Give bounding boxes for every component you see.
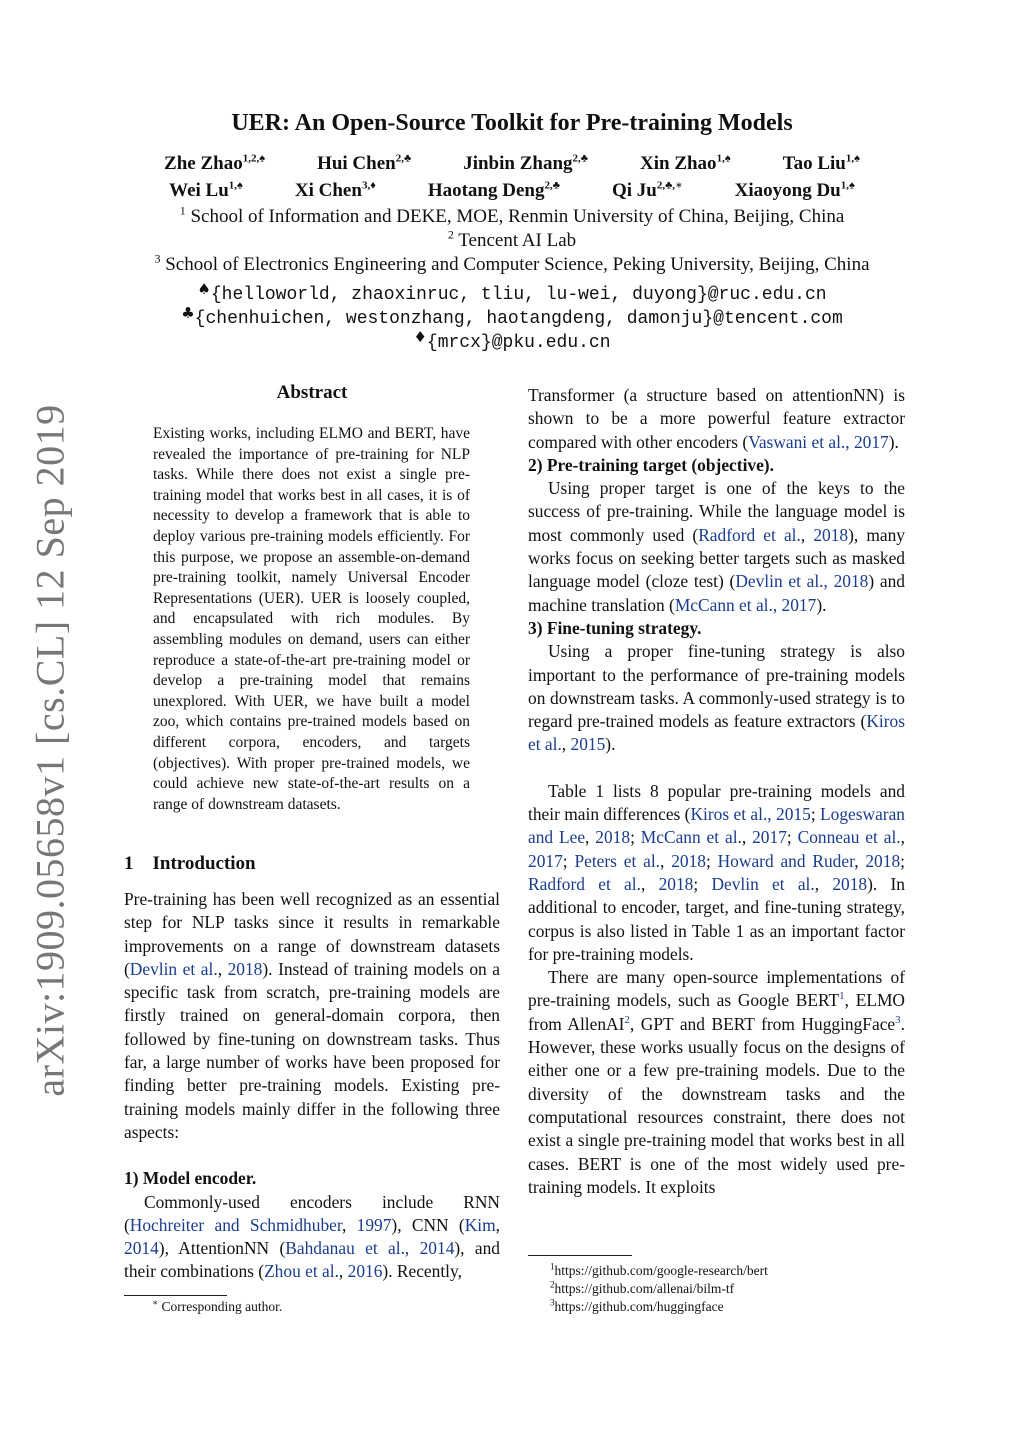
citation-link[interactable]: 2018	[865, 850, 901, 871]
footnote-ref[interactable]: 3	[895, 1013, 901, 1026]
citation-link[interactable]: 2016	[347, 1261, 383, 1282]
affiliation: $^2$ Tencent AI Lab	[447, 227, 577, 251]
citation-link[interactable]: Radford et al.	[528, 873, 641, 894]
footnote-rule	[528, 1255, 632, 1256]
citation-link[interactable]: 2018	[595, 827, 631, 848]
citation-link[interactable]: 2015	[570, 734, 606, 755]
email-line: ♣{chenhuichen, westonzhang, haotangdeng, damonju}@tencent.com	[181, 304, 843, 329]
abstract-text: Existing works, including ELMO and BERT, have revealed the importance of pre-training for NLP tasks. While there does not exist a single pre-training model that works best in all cases, it is of necessity to develop a framework that is able to deploy various pre-training models efficiently. For this purpose, we propose an assemble-on-demand pre-training toolkit, namely Universal Encoder Representations (UER). UER is loosely coupled, and encapsulated with rich modules. By assembling modules on demand, users can either reproduce a state-of-the-art pre-training model or develop a pre-training model that remains unexplored. With UER, we have built a model zoo, which contains pre-trained models based on different corpora, encoders, and targets (objectives). With proper pre-trained models, we could achieve new state-of-the-art results on a range of downstream datasets.	[153, 425, 470, 813]
footnote: ∗ Corresponding author.	[152, 1297, 283, 1314]
author: Hui Chen$^{2,♣}$	[317, 152, 412, 174]
open-source-paragraph: There are many open-source implementations of pre-training models, such as Google BERT$^1$, ELMO from AllenAI$^2$, GPT and BERT from HuggingFace$^3$. However, these works usually focus on the designs of either one or a few pre-training models. Due to the diversity of the downstream tasks and the computational resources constraint, there does not exist a single pre-training model that works best in all cases. BERT is one of the most widely used pre-training models. It exploits	[528, 967, 905, 1197]
pretraining-target-paragraph: Using proper target is one of the keys to the success of pre-training. While the language model is most commonly used (Radford et al., 2018), many works focus on seeking better targets such as masked language model (cloze test) (Devlin et al., 2018) and machine translation (McCann et al., 2017).	[528, 478, 905, 615]
affiliation: $^1$ School of Information and DEKE, MOE, Renmin University of China, Beijing, China	[179, 203, 845, 227]
author: Wei $Lu^{1,♠}$	[169, 179, 243, 201]
author: Zhe Zhao$^{1,2,♠}$	[164, 152, 266, 174]
citation-link[interactable]: 2018	[671, 850, 706, 871]
citation-link[interactable]: Bahdanau et al., 2014	[285, 1238, 455, 1259]
citation-link[interactable]: Howard and Ruder	[717, 850, 855, 871]
citation-link[interactable]: 2014	[124, 1238, 159, 1259]
author: Qi $Ju^{2,♣,∗}$	[611, 179, 683, 201]
citation-link[interactable]: 2018	[227, 958, 263, 979]
citation-link[interactable]: Kiros et al.	[528, 711, 905, 755]
citation-link[interactable]: 1997	[356, 1214, 392, 1235]
citation-link[interactable]: Devlin et al., 2018	[735, 571, 869, 592]
table-overview-paragraph: Table 1 lists 8 popular pre-training models and their main differences (Kiros et al., 2015; Logeswaran and Lee, 2018; McCann et al., 2017; Conneau et al., 2017; Peters et al., 2018; Howard and Ruder, 2018; Radford et al., 2018; Devlin et al., 2018). In additional to encoder, target, and fine-tuning strategy, corpus is also listed in Table 1 as an important factor for pre-training models.	[528, 780, 906, 964]
footnote-ref[interactable]: 1	[839, 990, 845, 1003]
author: Xin Zhao$^{1,♠}$	[640, 152, 731, 174]
citation-link[interactable]: Peters et al.	[574, 850, 661, 871]
footnote: $^2$https://github.com/allenai/bilm-tf	[550, 1279, 735, 1296]
footnote-rule	[124, 1295, 227, 1296]
citation-link[interactable]: 2018	[658, 873, 694, 894]
author-list-row-2	[0, 180, 1024, 202]
intro-paragraph: Pre-training has been well recognized as an essential step for NLP tasks since it results in remarkable improvements on a range of downstream datasets (Devlin et al., 2018). Instead of training models on a specific task from scratch, pre-training models are firstly trained on general-domain corpora, then followed by fine-tuning on downstream tasks. Thus far, a large number of works have been proposed for finding better pre-training models. Existing pre-training models mainly differ in the following three aspects:	[124, 889, 500, 1142]
encoder-continuation-paragraph: Transformer (a structure based on attentionNN) is shown to be a more powerful feature extractor compared with other encoders (Vaswani et al., 2017).	[528, 385, 905, 452]
author: Jinbin Zhang$^{2,♣}$	[463, 152, 588, 174]
author: Haotang Deng$^{2,♣}$	[427, 179, 560, 201]
citation-link[interactable]: Logeswaran and Lee	[528, 804, 905, 848]
affiliation: $^3$ School of Electronics Engineering and Computer Science, Peking University, Beijing, China	[154, 251, 870, 275]
model-encoder-paragraph: Commonly-used encoders include RNN (Hochreiter and Schmidhuber, 1997), CNN (Kim, 2014), AttentionNN (Bahdanau et al., 2014), and their combinations (Zhou et al., 2016). Recently,	[124, 1191, 501, 1282]
citation-link[interactable]: McCann et al.	[640, 827, 742, 848]
citation-link[interactable]: 2018	[832, 873, 868, 894]
introduction-section	[124, 853, 500, 1284]
subsection-heading: 3) Fine-tuning strategy.	[528, 617, 702, 638]
fine-tuning-paragraph: Using a proper fine-tuning strategy is also important to the performance of pre-training models on downstream tasks. A commonly-used strategy is to regard pre-trained models as feature extractors (Kiros et al., 2015).	[528, 641, 905, 755]
author: Tao Liu$^{1,♠}$	[782, 152, 860, 174]
citation-link[interactable]: Devlin et al.	[711, 873, 815, 894]
citation-link[interactable]: Hochreiter and Schmidhuber	[129, 1214, 342, 1235]
footnote: $^3$https://github.com/huggingface	[550, 1297, 724, 1314]
email-line: ♦{mrcx}@pku.edu.cn	[413, 328, 611, 353]
citation-link[interactable]: Kim	[464, 1214, 496, 1235]
citation-link[interactable]: McCann et al., 2017	[674, 594, 817, 615]
subsection-heading: 1) Model encoder.	[124, 1168, 257, 1189]
footnote: $^1$https://github.com/google-research/bert	[550, 1261, 768, 1278]
citation-link[interactable]: Kiros et al., 2015	[690, 804, 811, 825]
citation-link[interactable]: Conneau et al.	[797, 827, 901, 848]
paper-title: UER: An Open-Source Toolkit for Pre-training Models	[231, 110, 793, 136]
right-column	[528, 384, 905, 1199]
arxiv-identifier-stamp	[20, 403, 80, 1097]
citation-link[interactable]: Vaswani et al., 2017	[748, 431, 889, 452]
citation-link[interactable]: Zhou et al.	[264, 1261, 339, 1282]
arxiv-identifier-text: arXiv:1909.05658v1 [cs.CL] 12 Sep 2019	[27, 403, 73, 1097]
footnote-ref[interactable]: 2	[624, 1013, 630, 1026]
abstract-heading: Abstract	[276, 382, 348, 403]
citation-link[interactable]: Radford et al.	[698, 524, 801, 545]
citation-link[interactable]: 2017	[528, 850, 563, 871]
section-heading: 1 Introduction	[124, 853, 256, 874]
citation-link[interactable]: Devlin et al.	[129, 958, 218, 979]
email-line: ♠{helloworld, zhaoxinruc, tliu, lu-wei, duyong}@ruc.edu.cn	[197, 280, 827, 305]
author-list-row-1	[0, 153, 1024, 175]
author: Xi Chen$^{3,♦}$	[294, 179, 376, 201]
citation-link[interactable]: 2017	[752, 827, 787, 848]
author: Xiaoyong $Du^{1,♠}$	[734, 179, 855, 201]
citation-link[interactable]: 2018	[813, 524, 849, 545]
subsection-heading: 2) Pre-training target (objective).	[528, 454, 774, 475]
